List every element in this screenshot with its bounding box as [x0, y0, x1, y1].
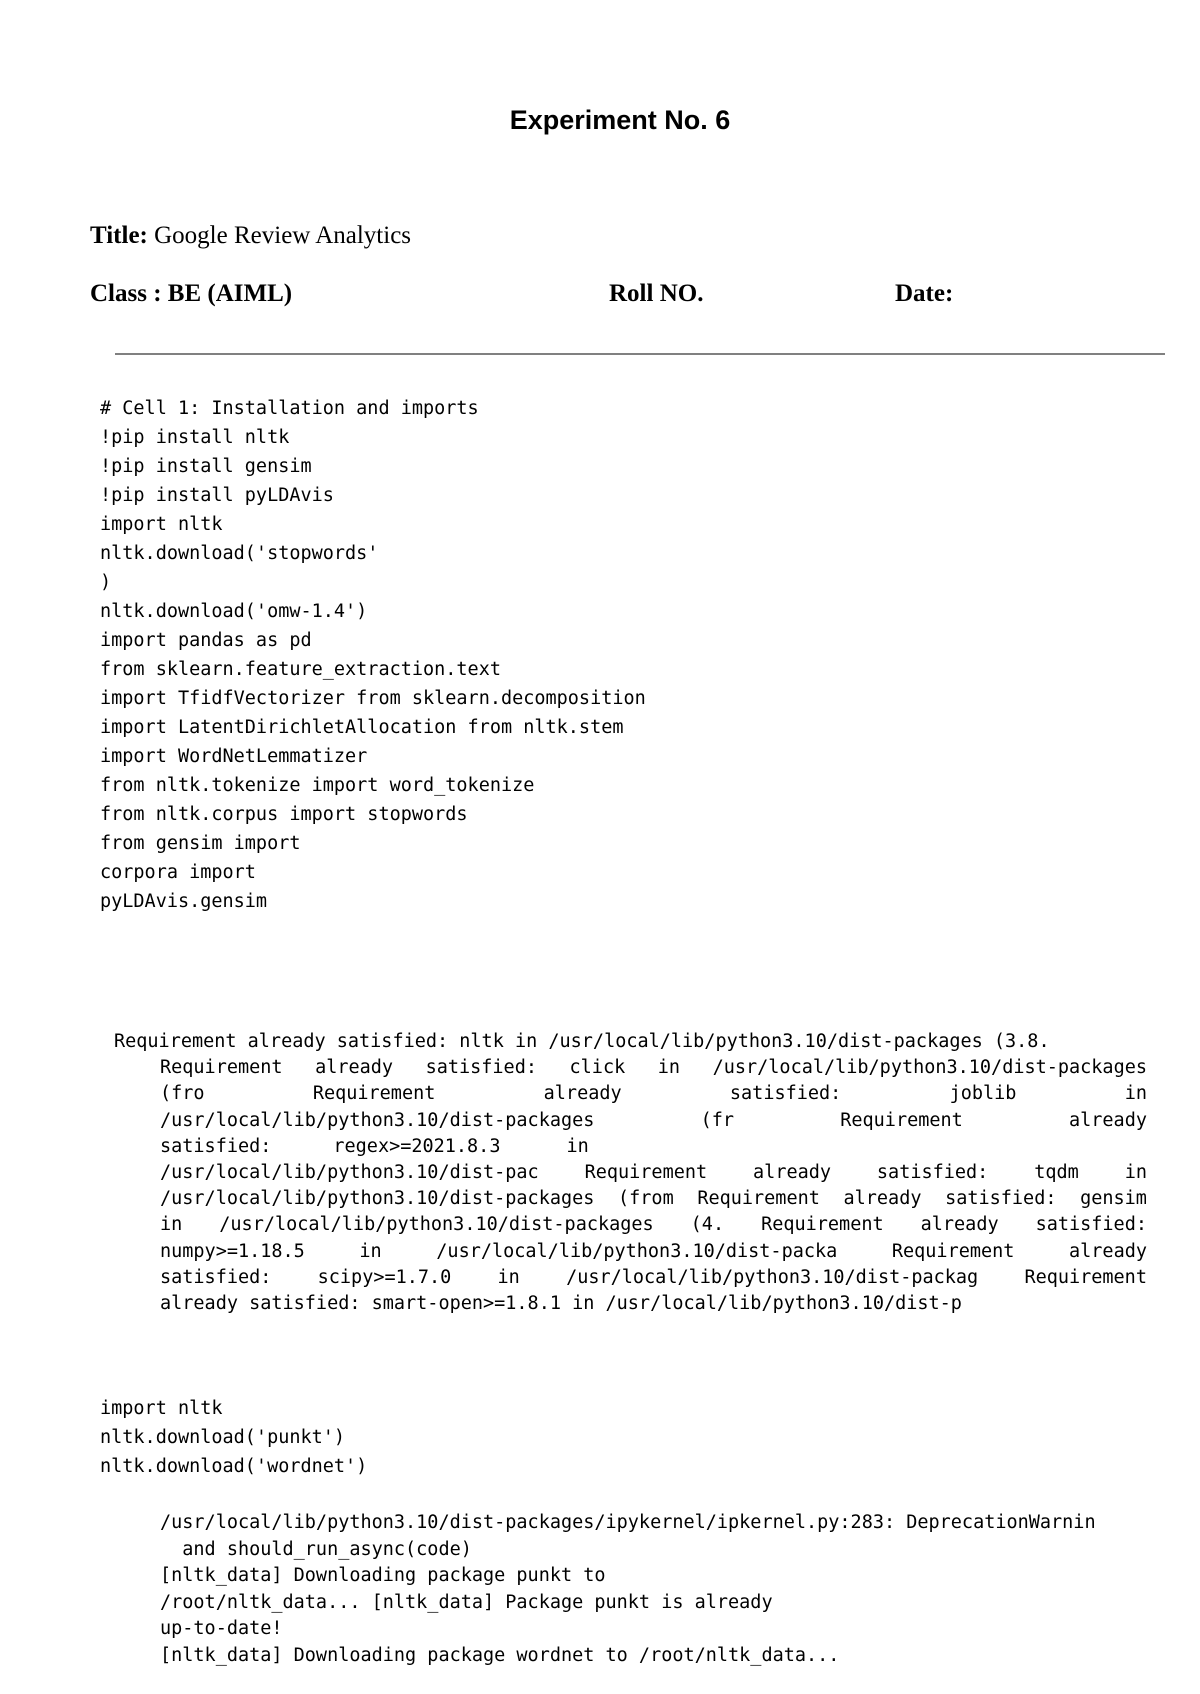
output-line: Requirement already satisfied: nltk in /usr/local/lib/python3.10/dist-packages (3.8.	[114, 1031, 1050, 1052]
output-word: Requirement	[840, 1109, 963, 1131]
output-word: /usr/local/lib/python3.10/dist-packages	[712, 1057, 1147, 1079]
output-line: and should_run_async(code)	[160, 1538, 472, 1560]
output-word: /usr/local/lib/python3.10/dist-packag	[566, 1266, 979, 1288]
output-line	[160, 1055, 1147, 1081]
output-line	[160, 1134, 1147, 1160]
output-word: Requirement	[697, 1188, 820, 1210]
output-word: Requirement	[891, 1240, 1015, 1262]
output-word: Requirement	[312, 1083, 436, 1105]
output-word: /usr/local/lib/python3.10/dist-packages	[160, 1109, 595, 1131]
code-line: nltk.download('stopwords'	[100, 543, 379, 564]
output-word: Requirement	[584, 1162, 708, 1184]
page-heading: Experiment No. 6	[509, 105, 731, 135]
output-word: (fr	[700, 1109, 735, 1131]
output-word: already	[920, 1214, 999, 1236]
code-line: import WordNetLemmatizer	[100, 746, 368, 767]
code-line: import TfidfVectorizer from sklearn.decomposition	[100, 688, 646, 709]
code-line: !pip install nltk	[100, 427, 290, 448]
output-word: already	[315, 1057, 394, 1079]
output-word: numpy>=1.18.5	[160, 1240, 305, 1262]
output-word: /usr/local/lib/python3.10/dist-packages	[160, 1188, 595, 1210]
output-word: in	[1124, 1083, 1147, 1105]
output-word: already	[843, 1188, 922, 1210]
code-line: )	[100, 572, 112, 593]
code-line: from nltk.tokenize import word_tokenize	[100, 775, 535, 796]
code-line: nltk.download('omw-1.4')	[100, 601, 368, 622]
output-word: in	[1124, 1162, 1147, 1184]
output-word: in	[657, 1057, 681, 1079]
code-line: from sklearn.feature_extraction.text	[100, 659, 501, 680]
doc-title-value: Google Review Analytics	[147, 222, 412, 249]
output-line	[160, 1265, 1147, 1291]
roll-label: Roll NO.	[609, 280, 704, 307]
output-word: /usr/local/lib/python3.10/dist-pac	[160, 1162, 539, 1184]
class-label: Class : BE (AIML)	[90, 280, 293, 307]
doc-title-line	[90, 221, 411, 251]
code-line: import LatentDirichletAllocation from nltk.stem	[100, 717, 624, 738]
output-line: [nltk_data] Downloading package wordnet to /root/nltk_data...	[160, 1644, 840, 1666]
output-word: scipy>=1.7.0	[317, 1266, 452, 1288]
code-line: !pip install gensim	[100, 456, 312, 477]
code-line: from gensim import	[100, 833, 301, 854]
output-word: click	[569, 1057, 626, 1079]
output-word: in	[497, 1266, 520, 1288]
cell2-code-block	[100, 1394, 367, 1481]
output-line	[160, 1108, 1147, 1134]
output-word: Requirement	[1024, 1266, 1147, 1288]
output-line: up-to-date!	[160, 1618, 283, 1639]
output-word: in	[566, 1135, 589, 1157]
cell1-output-block	[114, 1029, 1147, 1317]
code-line: import pandas as pd	[100, 630, 312, 651]
code-line: corpora import	[100, 862, 256, 883]
output-word: in	[160, 1214, 183, 1236]
output-word: already	[543, 1083, 622, 1105]
output-word: satisfied:	[729, 1083, 842, 1105]
output-line	[160, 1160, 1147, 1186]
output-word: Requirement	[160, 1057, 283, 1079]
output-word: joblib	[949, 1083, 1017, 1105]
code-line: import nltk	[100, 514, 223, 535]
output-word: tqdm	[1034, 1162, 1079, 1184]
output-line: [nltk_data] Downloading package punkt to	[160, 1565, 606, 1586]
output-word: in	[359, 1240, 382, 1262]
code-line: from nltk.corpus import stopwords	[100, 804, 468, 825]
header-divider	[115, 353, 1165, 355]
output-line: already satisfied: smart-open>=1.8.1 in /usr/local/lib/python3.10/dist-p	[160, 1293, 962, 1315]
output-word: already	[1069, 1240, 1147, 1262]
output-word: (4.	[690, 1214, 725, 1236]
output-word: satisfied:	[945, 1188, 1057, 1210]
output-line	[160, 1186, 1147, 1212]
code-line: pyLDAvis.gensim	[100, 891, 268, 912]
date-label: Date:	[895, 280, 954, 307]
cell2-output-block	[160, 1510, 1096, 1669]
output-line: /root/nltk_data... [nltk_data] Package punkt is already	[160, 1591, 773, 1613]
output-word: already	[1069, 1109, 1147, 1131]
output-line	[160, 1212, 1147, 1238]
output-word: satisfied:	[876, 1162, 989, 1184]
output-line	[160, 1081, 1147, 1107]
output-word: satisfied:	[425, 1057, 537, 1079]
output-word: gensim	[1080, 1188, 1147, 1210]
output-word: satisfied:	[1035, 1214, 1147, 1236]
output-word: regex>=2021.8.3	[333, 1135, 501, 1157]
output-word: (from	[618, 1188, 674, 1210]
output-line: /usr/local/lib/python3.10/dist-packages/ipykernel/ipkernel.py:283: DeprecationWarnin	[160, 1512, 1096, 1533]
code-line: nltk.download('punkt')	[100, 1427, 346, 1448]
doc-title-label: Title:	[90, 222, 148, 249]
output-word: (fro	[160, 1083, 205, 1105]
output-line	[160, 1239, 1147, 1265]
code-line: # Cell 1: Installation and imports	[100, 398, 479, 419]
code-line: !pip install pyLDAvis	[100, 485, 334, 506]
output-word: /usr/local/lib/python3.10/dist-packages	[219, 1214, 654, 1236]
code-line: import nltk	[100, 1398, 223, 1419]
output-word: /usr/local/lib/python3.10/dist-packa	[436, 1240, 838, 1262]
cell1-code-block	[100, 394, 646, 916]
output-word: Requirement	[761, 1214, 884, 1236]
output-word: satisfied:	[160, 1135, 272, 1157]
output-word: already	[753, 1162, 832, 1184]
code-line: nltk.download('wordnet')	[100, 1456, 368, 1477]
output-word: satisfied:	[160, 1266, 272, 1288]
